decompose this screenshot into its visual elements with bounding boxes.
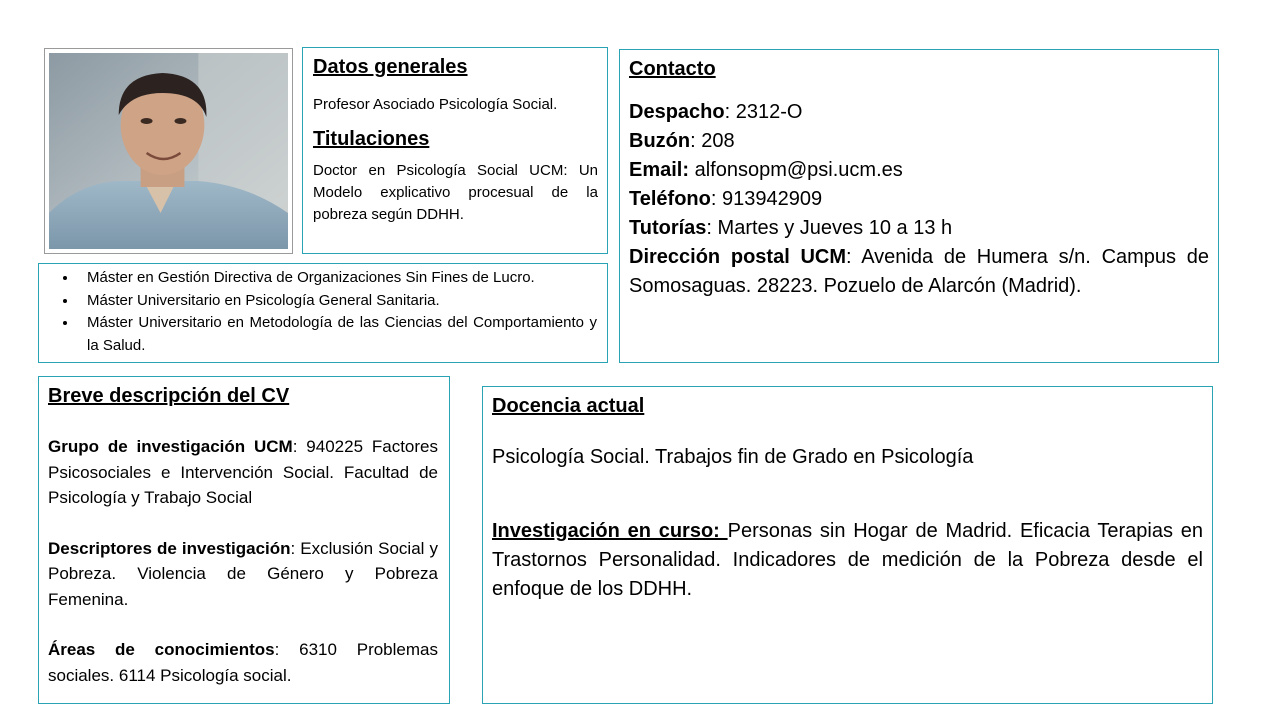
master-item: • Máster en Gestión Directiva de Organizaciones Sin Fines de Lucro.	[78, 267, 597, 290]
grupo-paragraph	[48, 434, 438, 511]
telefono-line	[629, 185, 1209, 214]
telefono-label: Teléfono	[629, 188, 711, 210]
despacho-value: 2312-O	[735, 101, 803, 123]
despacho-label: Despacho	[629, 101, 725, 123]
cv-heading: Breve descripción del CV	[48, 385, 290, 407]
email-value[interactable]: alfonsopm@psi.ucm.es	[694, 159, 903, 181]
areas-paragraph	[48, 637, 438, 688]
datos-generales-panel	[302, 47, 608, 254]
buzon-line	[629, 127, 1209, 156]
despacho-line	[629, 98, 1209, 127]
separator: :	[690, 130, 702, 152]
direccion-line	[629, 243, 1209, 301]
titulaciones-text: Doctor en Psicología Social UCM: Un Modelo explicativo procesual de la pobreza según DDHH.	[313, 162, 598, 223]
profile-photo-frame	[44, 48, 293, 254]
separator: :	[706, 217, 718, 239]
telefono-value: 913942909	[721, 188, 823, 210]
investigacion-label: Investigación en curso:	[492, 520, 728, 542]
separator: :	[710, 188, 722, 210]
descriptores-label: Descriptores de investigación	[48, 538, 291, 558]
contacto-panel	[619, 49, 1219, 363]
datos-generales-text: Profesor Asociado Psicología Social.	[313, 96, 558, 113]
tutorias-label: Tutorías	[629, 217, 707, 239]
profile-photo	[49, 53, 288, 249]
investigacion-value: Personas sin Hogar de Madrid. Eficacia Terapias en Trastornos Personalidad. Indicadores de medición de la Pobreza desde el enfoque de los DDHH.	[492, 520, 1204, 600]
docencia-text: Psicología Social. Trabajos fin de Grado en Psicología	[492, 446, 974, 468]
master-item: • Máster Universitario en Psicología General Sanitaria.	[78, 290, 597, 313]
buzon-value: 208	[701, 130, 735, 152]
email-label: Email:	[629, 159, 690, 181]
titulaciones-heading: Titulaciones	[313, 128, 430, 150]
email-line	[629, 156, 1209, 185]
direccion-label: Dirección postal UCM	[629, 246, 847, 268]
areas-value: : 6310 Problemas sociales. 6114 Psicología social.	[48, 640, 438, 685]
docencia-panel	[482, 386, 1213, 704]
cv-panel	[38, 376, 450, 704]
separator: :	[724, 101, 736, 123]
contacto-heading: Contacto	[629, 58, 716, 80]
grupo-label: Grupo de investigación UCM	[48, 437, 293, 456]
docencia-heading: Docencia actual	[492, 395, 645, 417]
masters-panel	[38, 263, 608, 363]
datos-generales-heading: Datos generales	[313, 56, 468, 78]
separator: :	[846, 246, 862, 268]
investigacion-paragraph	[492, 517, 1203, 604]
areas-label: Áreas de conocimientos	[48, 640, 275, 659]
descriptores-value: : Exclusión Social y Pobreza. Violencia de Género y Pobreza Femenina.	[48, 538, 438, 609]
master-item: • Máster Universitario en Metodología de las Ciencias del Comportamiento y la Salud.	[78, 312, 597, 357]
descriptores-paragraph	[48, 536, 438, 613]
tutorias-value: Martes y Jueves 10 a 13 h	[717, 217, 953, 239]
tutorias-line	[629, 214, 1209, 243]
masters-list	[49, 267, 597, 357]
buzon-label: Buzón	[629, 130, 691, 152]
grupo-value: : 940225 Factores Psicosociales e Intervención Social. Facultad de Psicología y Trabajo Social	[48, 437, 439, 507]
direccion-value: Avenida de Humera s/n. Campus de Somosaguas. 28223. Pozuelo de Alarcón (Madrid).	[629, 246, 1209, 297]
